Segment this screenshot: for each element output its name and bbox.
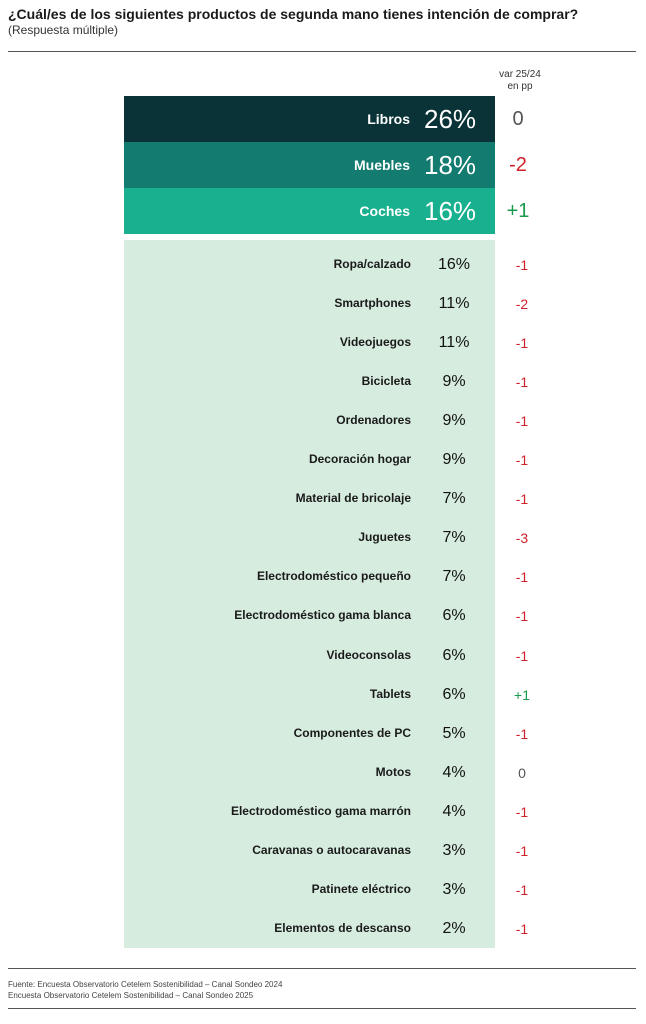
row-value: 4% (442, 803, 466, 820)
row-value: 11% (438, 334, 470, 351)
row-label: Electrodoméstico pequeño (256, 569, 411, 583)
top-row-var: 0 (512, 108, 524, 130)
top-row-value: 18% (424, 150, 477, 180)
row-label: Videoconsolas (326, 648, 411, 662)
row-label: Motos (375, 765, 411, 779)
row-label: Material de bricolaje (295, 491, 411, 505)
top-row-label: Libros (367, 111, 410, 127)
row-label: Ropa/calzado (333, 257, 411, 271)
row-var: 0 (518, 765, 526, 781)
row-var: -1 (515, 804, 529, 820)
var-column-header (496, 69, 544, 93)
row-var: -1 (515, 843, 529, 859)
row-var: -1 (515, 491, 529, 507)
top-row-var: -2 (509, 154, 527, 176)
row-var: -1 (515, 569, 529, 585)
row-value: 7% (442, 490, 466, 507)
row-value: 9% (442, 373, 466, 390)
row-var: -1 (515, 374, 529, 390)
row-label: Bicicleta (361, 374, 411, 388)
row-value: 7% (442, 568, 466, 585)
top-row-2 (124, 188, 495, 234)
row-label: Patinete eléctrico (311, 882, 411, 896)
row-value: 6% (442, 607, 466, 624)
row-var: +1 (514, 687, 530, 703)
footer-source-2: Encuesta Observatorio Cetelem Sostenibilidad – Canal Sondeo 2025 (8, 991, 254, 1000)
row-var: -1 (515, 335, 529, 351)
row-value: 6% (442, 686, 466, 703)
top-row-value: 26% (424, 104, 477, 134)
row-value: 6% (442, 647, 466, 664)
var-header-line2: en pp (507, 81, 533, 92)
row-value: 4% (442, 764, 466, 781)
row-value: 16% (437, 256, 471, 273)
row-label: Smartphones (334, 296, 411, 310)
row-var: -1 (515, 726, 529, 742)
row-label: Electrodoméstico gama marrón (230, 804, 411, 818)
row-label: Decoración hogar (308, 452, 411, 466)
row-var: -1 (515, 608, 529, 624)
row-label: Juguetes (358, 530, 411, 544)
row-label: Componentes de PC (293, 726, 411, 740)
row-var: -1 (515, 257, 529, 273)
row-value: 7% (442, 529, 466, 546)
row-label: Ordenadores (336, 413, 411, 427)
top-row-label: Coches (359, 203, 410, 219)
chart-subtitle: (Respuesta múltiple) (8, 23, 119, 37)
top-row-1 (124, 142, 495, 188)
top-row-label: Muebles (353, 157, 410, 173)
row-var: -1 (515, 648, 529, 664)
row-label: Caravanas o autocaravanas (252, 843, 411, 857)
footer-source-1: Fuente: Encuesta Observatorio Cetelem Sostenibilidad – Canal Sondeo 2024 (8, 980, 283, 989)
row-var: -1 (515, 882, 529, 898)
top-row-value: 16% (424, 196, 477, 226)
row-var: -1 (515, 452, 529, 468)
top-divider (8, 51, 636, 52)
row-var: -1 (515, 413, 529, 429)
row-value: 3% (442, 842, 466, 859)
row-var: -1 (515, 921, 529, 937)
row-label: Tablets (369, 687, 411, 701)
bottom-divider (8, 968, 636, 969)
row-value: 5% (442, 725, 466, 742)
row-value: 9% (442, 451, 466, 468)
row-value: 11% (438, 295, 470, 312)
row-label: Elementos de descanso (274, 921, 411, 935)
row-label: Electrodoméstico gama blanca (234, 608, 411, 622)
row-value: 3% (442, 881, 466, 898)
row-value: 9% (442, 412, 466, 429)
top-row-var: +1 (506, 200, 530, 222)
row-var: -2 (515, 296, 529, 312)
top-row-0 (124, 96, 495, 142)
row-label: Videojuegos (339, 335, 411, 349)
footer-divider (8, 1008, 636, 1009)
row-value: 2% (442, 920, 466, 937)
chart-title: ¿Cuál/es de los siguientes productos de segunda mano tienes intención de comprar? (8, 6, 579, 22)
var-header-line1: var 25/24 (499, 69, 541, 80)
row-var: -3 (515, 530, 529, 546)
